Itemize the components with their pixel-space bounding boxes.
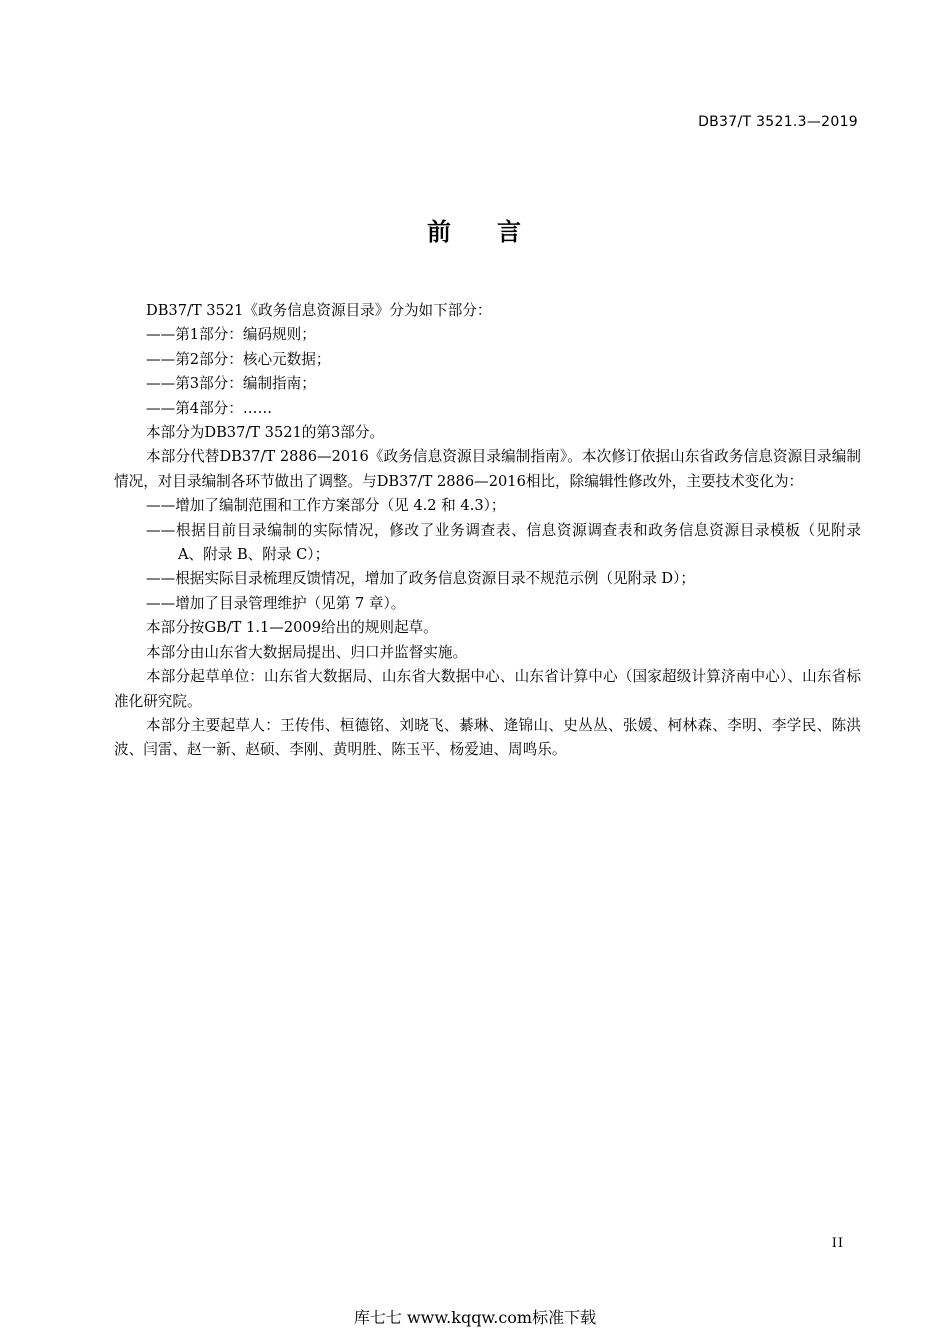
change-list-item: ——增加了目录管理维护（见第 7 章）。: [146, 594, 406, 612]
drafting-units-paragraph: 本部分起草单位：山东省大数据局、山东省大数据中心、山东省计算中心（国家超级计算济南中心）、山东省标准化研究院。: [114, 668, 861, 710]
change-list-item: ——根据目前目录编制的实际情况，修改了业务调查表、信息资源调查表和政务信息资源目录模板（见附录 A、附录 B、附录 C）；: [146, 521, 861, 564]
this-part-paragraph: 本部分为DB37/T 3521的第3部分。: [146, 424, 385, 442]
part-list-item: ——第1部分：编码规则；: [146, 326, 316, 344]
change-list-item: ——增加了编制范围和工作方案部分（见 4.2 和 4.3）；: [146, 497, 506, 515]
foreword-body: [114, 299, 861, 763]
part-list-item: ——第3部分：编制指南；: [146, 375, 316, 393]
part-list-item: ——第2部分：核心元数据；: [146, 350, 331, 368]
part-list-item: ——第4部分：……: [146, 399, 273, 417]
intro-paragraph: DB37/T 3521《政务信息资源目录》分为如下部分：: [146, 302, 492, 319]
proposed-by-paragraph: 本部分由山东省大数据局提出、归口并监督实施。: [146, 643, 468, 661]
page-title: [0, 212, 950, 247]
drafters-paragraph: 本部分主要起草人：王传伟、桓德铭、刘晓飞、綦琳、逄锦山、史丛丛、张媛、柯林森、李明、李学民、陈洪波、闫雷、赵一新、赵硕、李刚、黄明胜、陈玉平、杨爱迪、周鸣乐。: [114, 716, 861, 759]
change-list-item: ——根据实际目录梳理反馈情况，增加了政务信息资源目录不规范示例（见附录 D）；: [146, 570, 696, 588]
footer-watermark: 库七七 www.kqqw.com标准下载: [353, 1308, 597, 1327]
document-code: DB37/T 3521.3—2019: [698, 114, 858, 130]
drafting-rules-paragraph: 本部分按GB/T 1.1—2009给出的规则起草。: [146, 619, 438, 637]
replaces-paragraph: 本部分代替DB37/T 2886—2016《政务信息资源目录编制指南》。本次修订依据山东省政务信息资源目录编制情况，对目录编制各环节做出了调整。与DB37/T 2886—2016相比，除编辑性修改外，主要技术变化为：: [114, 448, 861, 490]
title-char-1: 前: [427, 218, 453, 246]
page-number: II: [831, 1236, 844, 1251]
title-char-2: 言: [497, 218, 523, 246]
